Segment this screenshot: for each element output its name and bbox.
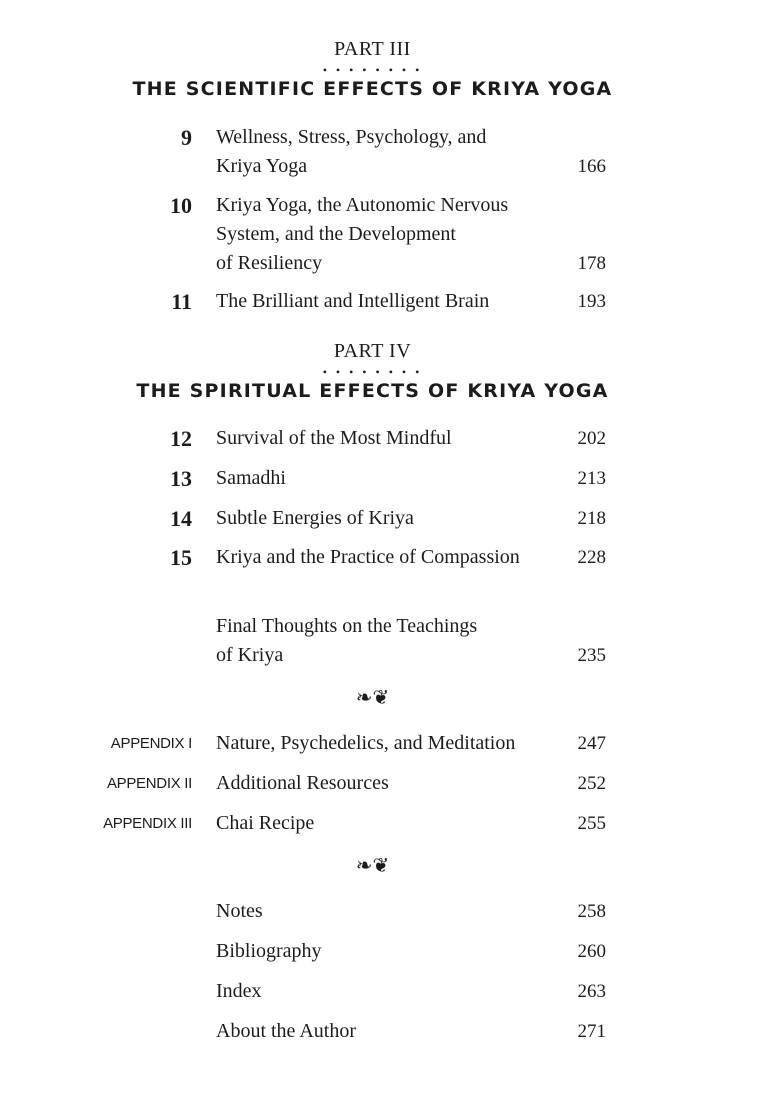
page-number: 271 (577, 1021, 606, 1042)
final-thoughts-title[interactable] (216, 612, 556, 670)
chapter-title-line: The Brilliant and Intelligent Brain (216, 290, 490, 312)
appendix-label: APPENDIX III (103, 815, 192, 832)
page-number: 258 (577, 901, 606, 922)
part-3-title: THE SCIENTIFIC EFFECTS OF KRIYA YOGA (132, 78, 613, 100)
backmatter-title-text: Notes (216, 900, 263, 922)
chapter-title-line: Kriya and the Practice of Compassion (216, 546, 520, 568)
backmatter-title[interactable] (216, 977, 556, 1006)
part-3-dots: • • • • • • • • (322, 63, 423, 77)
page-number: 255 (577, 813, 606, 834)
backmatter-title[interactable] (216, 1017, 556, 1046)
chapter-title-line: of Resiliency (216, 252, 323, 274)
backmatter-title-text: Index (216, 980, 262, 1002)
chapter-title[interactable] (216, 543, 556, 572)
page-number: 202 (577, 428, 606, 449)
page-number: 228 (577, 547, 606, 568)
appendix-title[interactable] (216, 769, 556, 798)
chapter-title[interactable] (216, 191, 556, 278)
backmatter-title-text: Bibliography (216, 940, 322, 962)
appendix-title-text: Nature, Psychedelics, and Meditation (216, 732, 516, 754)
part-4-label: PART IV (333, 340, 412, 362)
backmatter-title[interactable] (216, 897, 556, 926)
chapter-number: 10 (170, 193, 192, 218)
appendix-title-text: Additional Resources (216, 772, 389, 794)
chapter-title-line: Subtle Energies of Kriya (216, 507, 414, 529)
page-number: 252 (577, 773, 606, 794)
page-number: 263 (577, 981, 606, 1002)
chapter-title-line: Wellness, Stress, Psychology, and (216, 126, 487, 148)
leaf-ornament-icon: ❧❦ (355, 687, 390, 709)
chapter-title-line: Kriya Yoga, the Autonomic Nervous (216, 194, 509, 216)
chapter-title[interactable] (216, 464, 556, 493)
chapter-title[interactable] (216, 287, 556, 316)
chapter-number: 11 (171, 289, 192, 314)
backmatter-title[interactable] (216, 937, 556, 966)
appendix-title[interactable] (216, 729, 556, 758)
part-4-title: THE SPIRITUAL EFFECTS OF KRIYA YOGA (136, 380, 609, 402)
appendix-label: APPENDIX II (106, 775, 192, 792)
chapter-title[interactable] (216, 123, 556, 181)
page-number: 178 (577, 253, 606, 274)
chapter-title-line: Samadhi (216, 467, 286, 489)
page-number: 218 (577, 508, 606, 529)
appendix-label: APPENDIX I (110, 735, 192, 752)
backmatter-title-text: About the Author (216, 1020, 356, 1042)
chapter-number: 12 (170, 426, 192, 451)
appendix-title[interactable] (216, 809, 556, 838)
chapter-title-line: Survival of the Most Mindful (216, 427, 452, 449)
chapter-title-line: System, and the Development (216, 223, 456, 245)
leaf-ornament-icon: ❧❦ (355, 855, 390, 877)
chapter-number: 13 (170, 466, 192, 491)
appendix-title-text: Chai Recipe (216, 812, 315, 834)
chapter-title[interactable] (216, 504, 556, 533)
page-number: 213 (577, 468, 606, 489)
final-thoughts-line: Final Thoughts on the Teachings (216, 615, 478, 637)
final-thoughts-line: of Kriya (216, 644, 284, 666)
chapter-number: 15 (170, 545, 192, 570)
chapter-title-line: Kriya Yoga (216, 155, 308, 177)
page-number: 166 (577, 156, 606, 177)
part-3-label: PART III (334, 38, 411, 60)
chapter-number: 9 (181, 125, 192, 150)
chapter-title[interactable] (216, 424, 556, 453)
chapter-number: 14 (170, 506, 192, 531)
part-4-dots: • • • • • • • • (322, 365, 423, 379)
page-number: 247 (577, 733, 606, 754)
page-number: 235 (577, 645, 606, 666)
page-number: 260 (577, 941, 606, 962)
page-number: 193 (577, 291, 606, 312)
